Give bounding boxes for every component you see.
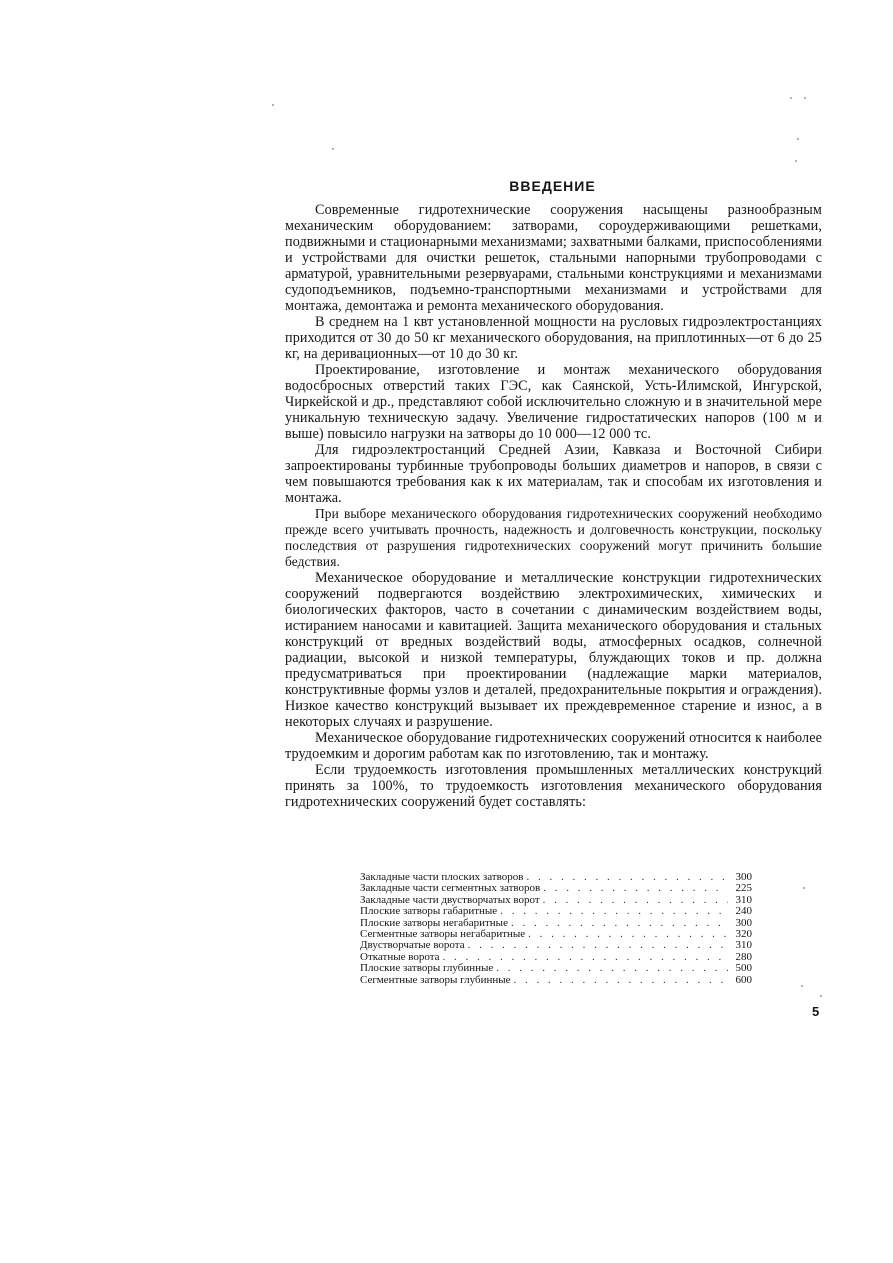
labor-intensity-table bbox=[360, 872, 752, 986]
leader-dots bbox=[496, 963, 728, 974]
paragraph-reliability: При выборе механического оборудования гидротехнических сооружений необходимо прежде всего учитывать прочность, надежность и долговечность конструкции, поскольку последствия от разрушения гидротехнических сооружений могут причинить большие бедствия. bbox=[285, 506, 822, 569]
page-number: 5 bbox=[812, 1004, 820, 1019]
leader-dots bbox=[500, 906, 728, 917]
row-label: Закладные части двустворчатых ворот bbox=[360, 893, 540, 906]
leader-dots bbox=[511, 918, 728, 929]
leader-dots bbox=[543, 895, 728, 906]
leader-dots bbox=[528, 929, 728, 940]
row-label: Откатные ворота bbox=[360, 950, 440, 963]
row-value: 600 bbox=[735, 973, 752, 986]
row-label: Плоские затворы глубинные bbox=[360, 962, 494, 975]
row-value: 280 bbox=[735, 950, 752, 963]
row-value: 240 bbox=[735, 905, 752, 918]
body-text bbox=[285, 202, 822, 810]
scan-speck bbox=[797, 138, 799, 140]
row-label: Двустворчатые ворота bbox=[360, 939, 465, 952]
row-label: Плоские затворы габаритные bbox=[360, 905, 498, 918]
row-label: Закладные части сегментных затворов bbox=[360, 882, 541, 895]
scan-speck bbox=[820, 995, 822, 997]
scan-speck bbox=[803, 887, 805, 889]
table-row bbox=[360, 975, 752, 986]
row-value: 310 bbox=[735, 893, 752, 906]
paragraph-table-intro: Если трудоемкость изготовления промышленных металлических конструкций принять за 100%, то трудоемкость изготовления механического оборудования гидротехнических сооружений будет составлять: bbox=[285, 762, 822, 810]
paragraph-design-complexity: Проектирование, изготовление и монтаж механического оборудования водосбросных отверстий таких ГЭС, как Саянской, Усть-Илимской, Ингурской, Чиркейской и др., представляют собой исключительно сложную и в значительной мере уникальную техническую задачу. Увеличение гидростатических напоров (100 м и выше) повысило нагрузки на затворы до 10 000—12 000 тс. bbox=[285, 362, 822, 442]
table-row bbox=[360, 906, 752, 917]
leader-dots bbox=[468, 940, 728, 951]
row-label: Закладные части плоских затворов bbox=[360, 871, 524, 883]
scan-speck bbox=[790, 97, 792, 99]
row-label: Сегментные затворы глубинные bbox=[360, 973, 511, 986]
row-label: Сегментные затворы негабаритные bbox=[360, 928, 526, 941]
leader-dots bbox=[526, 872, 728, 883]
row-value: 225 bbox=[735, 882, 752, 895]
leader-dots bbox=[543, 883, 728, 894]
scan-speck bbox=[272, 104, 274, 106]
row-value: 300 bbox=[735, 871, 752, 883]
row-value: 300 bbox=[735, 916, 752, 929]
scan-speck bbox=[332, 148, 334, 150]
leader-dots bbox=[514, 975, 728, 986]
paragraph-pipelines: Для гидроэлектростанций Средней Азии, Кавказа и Восточной Сибири запроектированы турбинные трубопроводы больших диаметров и напоров, в связи с чем повышаются требования как к их материалам, так и способам их изготовления и монтажа. bbox=[285, 442, 822, 506]
paragraph-labor-intensity: Механическое оборудование гидротехнических сооружений относится к наиболее трудоемким и дорогим работам как по изготовлению, так и монтажу. bbox=[285, 730, 822, 762]
row-value: 320 bbox=[735, 928, 752, 941]
table-row bbox=[360, 963, 752, 974]
paragraph-equipment-per-kw: В среднем на 1 квт установленной мощности на русловых гидроэлектростанциях приходится от 30 до 50 кг механического оборудования, на приплотинных—от 6 до 25 кг, на деривационных—от 10 до 30 кг. bbox=[285, 314, 822, 362]
paragraph-corrosion: Механическое оборудование и металлические конструкции гидротехнических сооружений подвергаются воздействию электрохимических, химических и биологических факторов, часто в сочетании с динамическим воздействием воды, истиранием наносами и кавитацией. Защита механического оборудования и стальных конструкций от вредных воздействий воды, атмосферных осадков, солнечной радиации, высокой и низкой температуры, блуждающих токов и пр. должна предусматриваться при проектировании (надлежащие марки материалов, конструктивные формы узлов и деталей, предохранительные покрытия и ограждения). Низкое качество конструкций вызывает их преждевременное старение и износ, а в некоторых случаях и разрушение. bbox=[285, 570, 822, 730]
section-heading: ВВЕДЕНИЕ bbox=[509, 178, 596, 194]
paragraph-intro: Современные гидротехнические сооружения насыщены разнообразным механическим оборудованием: затворами, сороудерживающими решетками, подвижными и стационарными механизмами; захватными балками, приспособлениями и устройствами для очистки решеток, стальными напорными трубопроводами с арматурой, уравнительными резервуарами, стальными конструкциями и механизмами судоподъемников, подъемно-транспортными механизмами и устройствами для монтажа, демонтажа и ремонта механического оборудования. bbox=[285, 202, 822, 314]
row-value: 500 bbox=[735, 962, 752, 975]
row-value: 310 bbox=[735, 939, 752, 952]
scan-speck bbox=[801, 985, 803, 987]
scan-speck bbox=[804, 97, 806, 99]
row-label: Плоские затворы негабаритные bbox=[360, 916, 508, 929]
scan-speck bbox=[795, 160, 797, 162]
